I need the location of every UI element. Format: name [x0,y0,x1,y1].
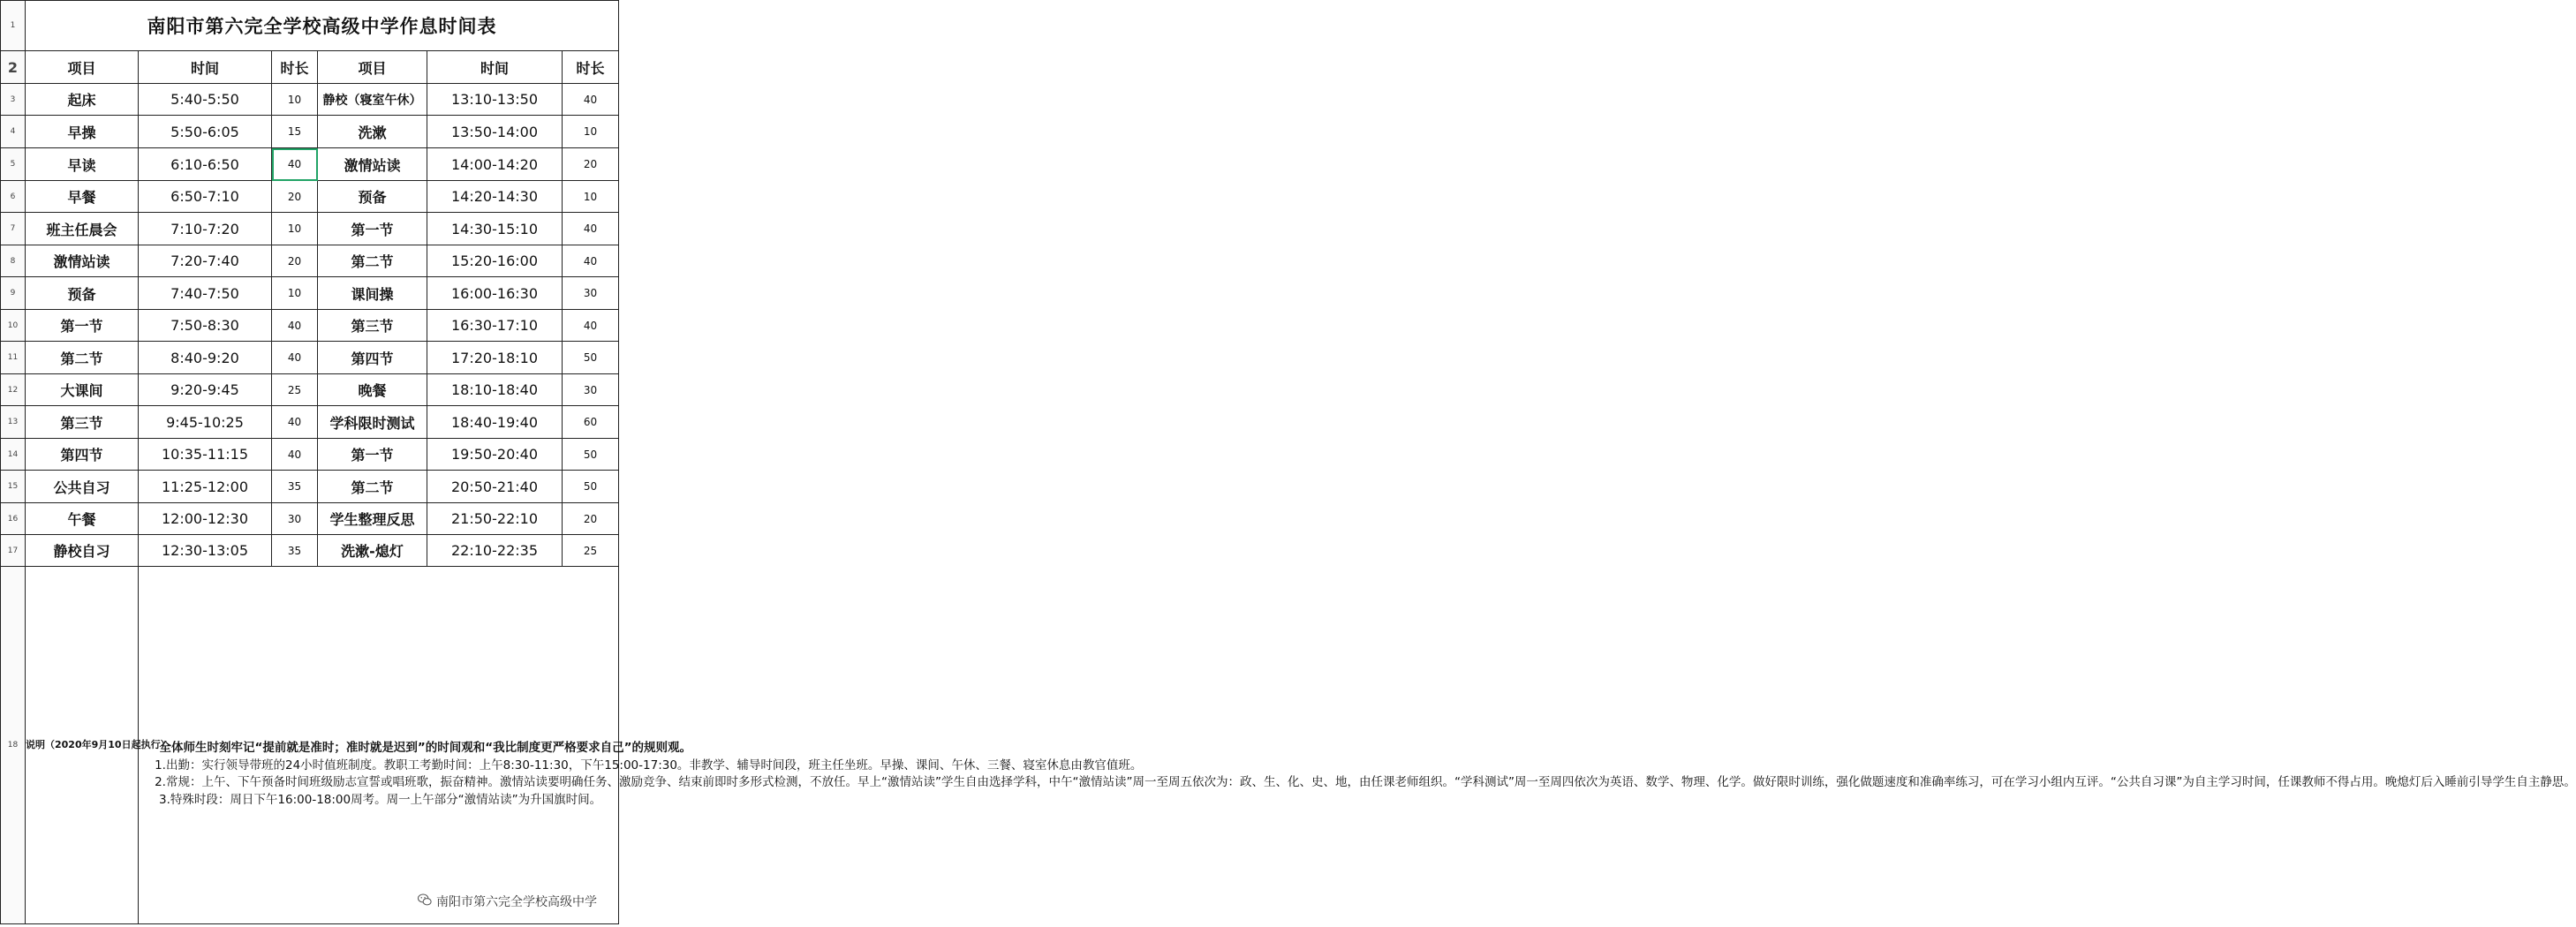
left-item-cell[interactable]: 第二节 [26,342,139,374]
left-time-cell[interactable]: 7:50-8:30 [139,310,272,342]
schedule-row [1,245,619,277]
right-duration-cell[interactable]: 50 [563,439,619,471]
right-duration-cell[interactable]: 25 [563,535,619,567]
left-time-cell[interactable]: 5:50-6:05 [139,116,272,148]
row-number[interactable]: 1 [1,1,26,51]
left-duration-cell[interactable]: 40 [272,148,318,181]
right-item-cell[interactable]: 学科限时测试 [318,406,427,439]
right-duration-cell[interactable]: 30 [563,374,619,406]
left-time-cell[interactable]: 10:35-11:15 [139,439,272,471]
watermark [417,892,597,911]
right-duration-cell[interactable]: 30 [563,277,619,310]
left-item-cell[interactable]: 第一节 [26,310,139,342]
notes-label[interactable]: 说明（2020年9月10日起执行） [26,567,139,924]
right-item-cell[interactable]: 晚餐 [318,374,427,406]
right-duration-cell[interactable]: 20 [563,148,619,181]
row-number[interactable]: 18 [1,567,26,924]
left-duration-cell[interactable]: 10 [272,277,318,310]
schedule-row [1,439,619,471]
right-time-cell[interactable]: 14:00-14:20 [427,148,563,181]
row-number[interactable]: 12 [1,374,26,406]
row-number[interactable]: 9 [1,277,26,310]
left-item-cell[interactable]: 早餐 [26,181,139,213]
header-item-left[interactable]: 项目 [26,51,139,84]
left-item-cell[interactable]: 激情站读 [26,245,139,277]
schedule-row [1,277,619,310]
header-time-right[interactable]: 时间 [427,51,563,84]
left-time-cell[interactable]: 7:20-7:40 [139,245,272,277]
notes-special: 3.特殊时段：周日下午16:00-18:00周考。周一上午部分“激情站读”为升国旗时间。 [159,792,602,807]
right-item-cell[interactable]: 课间操 [318,277,427,310]
left-duration-cell[interactable]: 35 [272,471,318,503]
right-time-cell[interactable]: 20:50-21:40 [427,471,563,503]
right-time-cell[interactable]: 17:20-18:10 [427,342,563,374]
left-time-cell[interactable]: 9:45-10:25 [139,406,272,439]
right-item-cell[interactable]: 第一节 [318,439,427,471]
schedule-row [1,535,619,567]
right-item-cell[interactable]: 洗漱-熄灯 [318,535,427,567]
schedule-row [1,503,619,535]
right-duration-cell[interactable]: 10 [563,181,619,213]
left-time-cell[interactable]: 5:40-5:50 [139,84,272,116]
header-duration-right[interactable]: 时长 [563,51,619,84]
left-time-cell[interactable]: 8:40-9:20 [139,342,272,374]
schedule-row [1,406,619,439]
row-number[interactable]: 6 [1,181,26,213]
schedule-row [1,342,619,374]
left-item-cell[interactable]: 公共自习 [26,471,139,503]
left-duration-cell[interactable]: 20 [272,181,318,213]
left-duration-cell[interactable]: 20 [272,245,318,277]
right-item-cell[interactable]: 第一节 [318,213,427,245]
left-time-cell[interactable]: 6:50-7:10 [139,181,272,213]
left-item-cell[interactable]: 午餐 [26,503,139,535]
right-item-cell[interactable]: 激情站读 [318,148,427,181]
notes-lead: 全体师生时刻牢记“提前就是准时；准时就是迟到”的时间观和“我比制度更严格要求自己”的规则观。 [159,741,691,755]
right-time-cell[interactable]: 21:50-22:10 [427,503,563,535]
left-time-cell[interactable]: 12:30-13:05 [139,535,272,567]
schedule-body [1,84,619,567]
right-item-cell[interactable]: 洗漱 [318,116,427,148]
left-duration-cell[interactable]: 30 [272,503,318,535]
right-time-cell[interactable]: 15:20-16:00 [427,245,563,277]
left-duration-cell[interactable]: 40 [272,439,318,471]
schedule-row [1,213,619,245]
right-time-cell[interactable]: 19:50-20:40 [427,439,563,471]
right-item-cell[interactable]: 静校（寝室午休） [318,84,427,116]
right-duration-cell[interactable]: 50 [563,471,619,503]
right-item-cell[interactable]: 学生整理反思 [318,503,427,535]
left-duration-cell[interactable]: 35 [272,535,318,567]
schedule-row [1,374,619,406]
header-item-right[interactable]: 项目 [318,51,427,84]
left-time-cell[interactable]: 11:25-12:00 [139,471,272,503]
right-item-cell[interactable]: 第三节 [318,310,427,342]
row-number[interactable]: 4 [1,116,26,148]
right-duration-cell[interactable]: 40 [563,245,619,277]
schedule-row [1,181,619,213]
row-number[interactable]: 17 [1,535,26,567]
right-duration-cell[interactable]: 10 [563,116,619,148]
notes-row [1,567,619,924]
notes-attendance: 1.出勤：实行领导带班的24小时值班制度。教职工考勤时间：上午8:30-11:30，下午15:00-17:30。非教学、辅导时间段，班主任坐班。早操、课间、午休、三餐、寝室休息由教官值班。 [155,757,1143,772]
row-number[interactable]: 2 [1,51,26,84]
row-number[interactable]: 11 [1,342,26,374]
right-item-cell[interactable]: 第二节 [318,471,427,503]
header-time-left[interactable]: 时间 [139,51,272,84]
left-item-cell[interactable]: 大课间 [26,374,139,406]
right-item-cell[interactable]: 预备 [318,181,427,213]
left-item-cell[interactable]: 预备 [26,277,139,310]
row-number[interactable]: 8 [1,245,26,277]
row-number[interactable]: 16 [1,503,26,535]
schedule-row [1,148,619,181]
left-duration-cell[interactable]: 10 [272,84,318,116]
schedule-row [1,116,619,148]
left-item-cell[interactable]: 第四节 [26,439,139,471]
right-time-cell[interactable]: 14:20-14:30 [427,181,563,213]
left-time-cell[interactable]: 6:10-6:50 [139,148,272,181]
left-item-cell[interactable]: 静校自习 [26,535,139,567]
schedule-row [1,471,619,503]
header-duration-left[interactable]: 时长 [272,51,318,84]
right-time-cell[interactable]: 18:10-18:40 [427,374,563,406]
right-item-cell[interactable]: 第四节 [318,342,427,374]
notes-cell[interactable] [139,567,2576,924]
left-time-cell[interactable]: 7:10-7:20 [139,213,272,245]
left-duration-cell[interactable]: 40 [272,310,318,342]
left-duration-cell[interactable]: 40 [272,342,318,374]
right-item-cell[interactable]: 第二节 [318,245,427,277]
row-number[interactable]: 14 [1,439,26,471]
right-time-cell[interactable]: 16:00-16:30 [427,277,563,310]
left-item-cell[interactable]: 早读 [26,148,139,181]
left-time-cell[interactable]: 12:00-12:30 [139,503,272,535]
watermark-text: 南阳市第六完全学校高级中学 [436,895,597,909]
left-item-cell[interactable]: 班主任晨会 [26,213,139,245]
left-item-cell[interactable]: 起床 [26,84,139,116]
row-number[interactable]: 5 [1,148,26,181]
title-row [1,1,619,51]
right-duration-cell[interactable]: 50 [563,342,619,374]
right-duration-cell[interactable]: 20 [563,503,619,535]
right-duration-cell[interactable]: 40 [563,213,619,245]
schedule-row [1,310,619,342]
row-number[interactable]: 15 [1,471,26,503]
left-duration-cell[interactable]: 10 [272,213,318,245]
right-time-cell[interactable]: 14:30-15:10 [427,213,563,245]
schedule-row [1,84,619,116]
left-time-cell[interactable]: 9:20-9:45 [139,374,272,406]
wechat-icon [417,892,433,911]
row-number[interactable]: 13 [1,406,26,439]
right-duration-cell[interactable]: 60 [563,406,619,439]
right-time-cell[interactable]: 18:40-19:40 [427,406,563,439]
left-item-cell[interactable]: 早操 [26,116,139,148]
right-duration-cell[interactable]: 40 [563,310,619,342]
row-number[interactable]: 10 [1,310,26,342]
left-duration-cell[interactable]: 15 [272,116,318,148]
left-item-cell[interactable]: 第三节 [26,406,139,439]
page-title[interactable]: 南阳市第六完全学校高级中学作息时间表 [26,1,619,51]
row-number[interactable]: 3 [1,84,26,116]
left-duration-cell[interactable]: 40 [272,406,318,439]
right-duration-cell[interactable]: 40 [563,84,619,116]
right-time-cell[interactable]: 13:50-14:00 [427,116,563,148]
right-time-cell[interactable]: 16:30-17:10 [427,310,563,342]
row-number[interactable]: 7 [1,213,26,245]
right-time-cell[interactable]: 13:10-13:50 [427,84,563,116]
header-row [1,51,619,84]
left-duration-cell[interactable]: 25 [272,374,318,406]
notes-routine: 2.常规：上午、下午预备时间班级励志宣誓或唱班歌，振奋精神。激情站读要明确任务、激励竞争、结束前即时多形式检测，不放任。早上“激情站读”学生自由选择学科，中午“激情站读”周一至周五依次为：政、生、化、史、地，由任课老师组织。“学科测试”周一至周四依次为英语、数学、物理、化学。做好限时训练，强化做题速度和准确率练习，可在学习小组内互评。“公共自习课”为自主学习时间，任课教师不得占用。晚熄灯后入睡前引导学生自主静思。 [155,775,2576,789]
left-time-cell[interactable]: 7:40-7:50 [139,277,272,310]
right-time-cell[interactable]: 22:10-22:35 [427,535,563,567]
